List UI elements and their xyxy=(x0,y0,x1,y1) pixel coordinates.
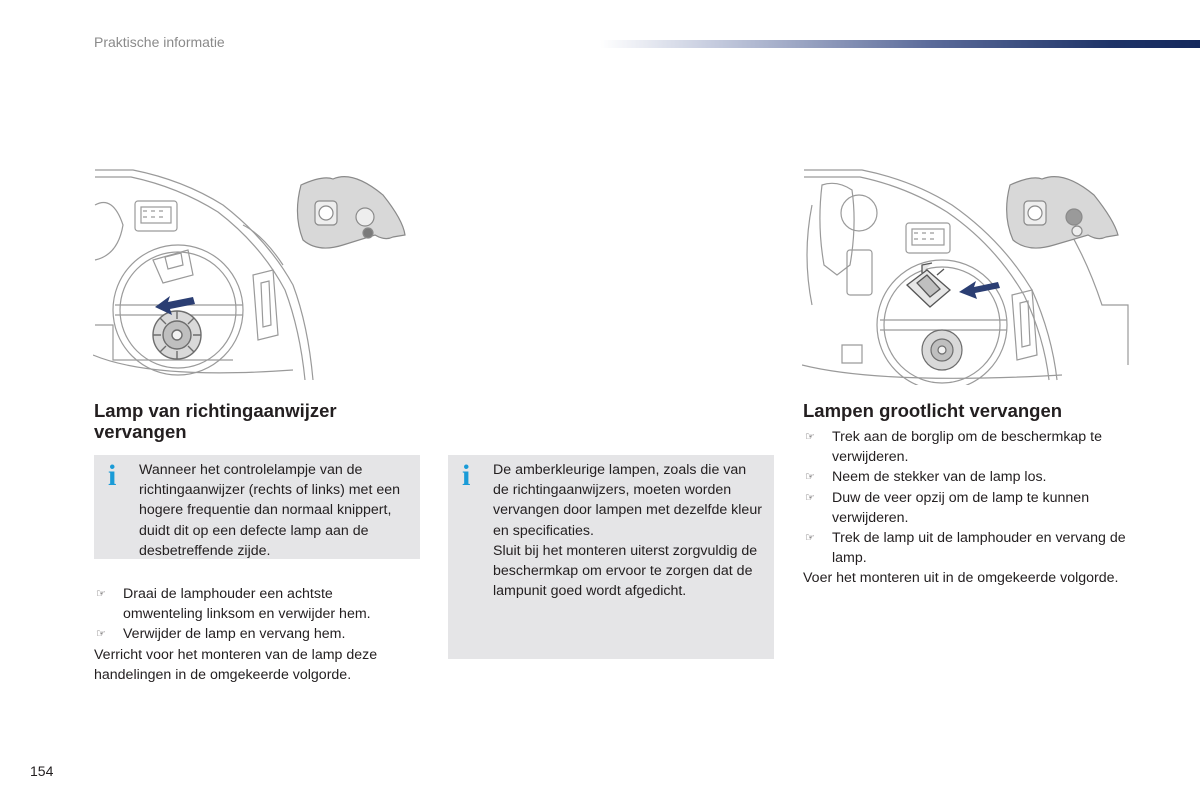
info-paragraph: De amberkleurige lampen, zoals die van de richtingaanwijzers, moeten worden vervangen door lampen met dezelfde kleur en specificaties. xyxy=(493,462,762,539)
page-number: 154 xyxy=(30,763,54,779)
header-gradient-bar xyxy=(600,40,1200,48)
list-item xyxy=(94,584,414,624)
list-item xyxy=(803,528,1133,568)
pointing-hand-icon: ☞ xyxy=(96,588,106,600)
main-beam-steps xyxy=(803,427,1133,589)
step-text: Verwijder de lamp en vervang hem. xyxy=(123,626,346,643)
step-text: Trek aan de borglip om de beschermkap te verwijderen. xyxy=(832,429,1102,466)
info-icon: i xyxy=(108,459,117,492)
info-box-turn-signal xyxy=(94,455,420,559)
info-icon: i xyxy=(462,459,471,492)
list-item xyxy=(803,488,1133,528)
turn-signal-steps xyxy=(94,584,414,685)
section-title-main-beam: Lampen grootlicht vervangen xyxy=(803,400,1063,421)
step-text: Draai de lamphouder een achtste omwenteling linksom en verwijder hem. xyxy=(123,586,371,623)
pointing-hand-icon: ☞ xyxy=(96,628,106,641)
pointing-hand-icon: ☞ xyxy=(805,431,815,443)
section-title-turn-signal: Lamp van richtingaanwijzer vervangen xyxy=(94,400,337,442)
step-text: Trek de lamp uit de lamphouder en vervang de lamp. xyxy=(832,530,1126,567)
list-item xyxy=(803,467,1133,487)
section-header: Praktische informatie xyxy=(94,34,225,50)
list-item xyxy=(94,624,414,644)
info-paragraph: Sluit bij het monteren uiterst zorgvuldig de beschermkap om ervoor te zorgen dat de lampunit goed wordt afgedicht. xyxy=(493,542,758,600)
pointing-hand-icon: ☞ xyxy=(805,491,815,504)
closing-text: Verricht voor het monteren van de lamp deze handelingen in de omgekeerde volgorde. xyxy=(94,646,378,683)
pointing-hand-icon: ☞ xyxy=(805,471,815,484)
info-paragraph: Wanneer het controlelampje van de richtingaanwijzer (rechts of links) met een hogere frequentie dan normaal knippert, duidt dit op een defecte lamp aan de desbetreffende zijde. xyxy=(139,462,400,559)
closing-text: Voer het monteren uit in de omgekeerde volgorde. xyxy=(803,570,1119,587)
main-beam-lamp-illustration xyxy=(802,165,1130,385)
list-item xyxy=(803,427,1133,467)
info-text xyxy=(493,460,765,601)
step-text: Neem de stekker van de lamp los. xyxy=(832,469,1047,486)
pointing-hand-icon: ☞ xyxy=(805,532,815,545)
step-text: Duw de veer opzij om de lamp te kunnen verwijderen. xyxy=(832,489,1090,526)
turn-signal-lamp-illustration xyxy=(93,165,415,385)
info-box-amber-lamps xyxy=(448,455,774,659)
info-text xyxy=(139,460,411,561)
